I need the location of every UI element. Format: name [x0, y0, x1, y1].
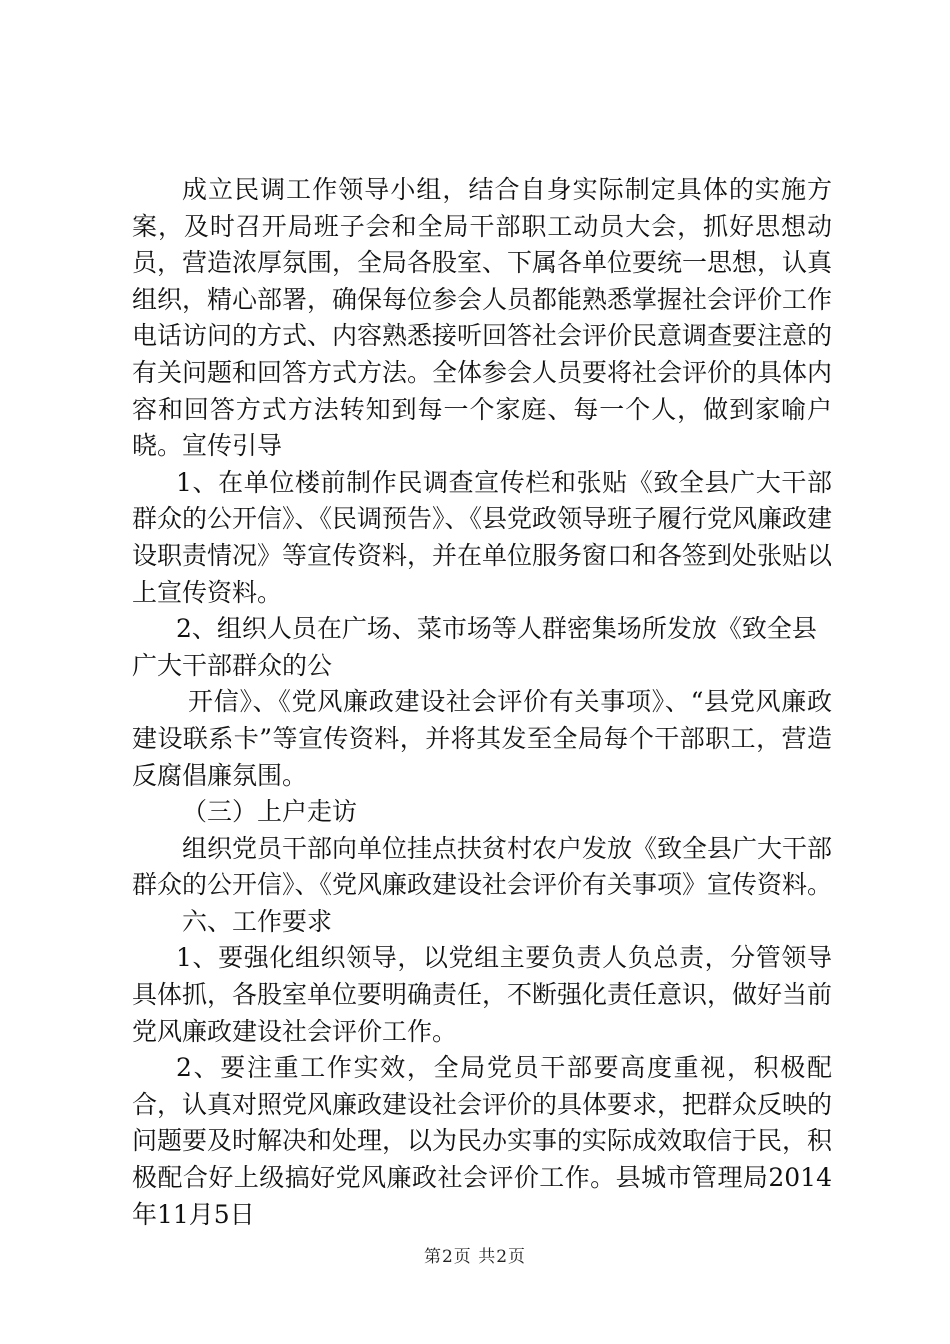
paragraph-requirement-1: 1、要强化组织领导，以党组主要负责人负总责，分管领导具体抓，各股室单位要明确责任，不断强化责任意识，做好当前党风廉政建设社会评价工作。 [132, 943, 833, 1046]
paragraph-publicity-item-1: 1、在单位楼前制作民调查宣传栏和张贴《致全县广大干部群众的公开信》、《民调预告》、《县党政领导班子履行党风廉政建设职责情况》等宣传资料，并在单位服务窗口和各签到处张贴以上宣传资料。 [132, 467, 833, 607]
paragraph-household-visit: 组织党员干部向单位挂点扶贫村农户发放《致全县广大干部群众的公开信》、《党风廉政建设社会评价有关事项》宣传资料。 [132, 833, 833, 900]
page-number-footer: 第2页 共2页 [423, 1247, 527, 1267]
paragraph-implementation-plan: 成立民调工作领导小组，结合自身实际制定具体的实施方案，及时召开局班子会和全局干部职工动员大会，抓好思想动员，营造浓厚氛围，全局各股室、下属各单位要统一思想，认真组织，精心部署，确保每位参会人员都能熟悉掌握社会评价工作电话访问的方式、内容熟悉接听回答社会评价民意调查要注意的有关问题和回答方式方法。全体参会人员要将社会评价的具体内容和回答方式方法转知到每一个家庭、每一个人，做到家喻户晓。宣传引导 [132, 175, 833, 461]
paragraph-publicity-item-2-continued: 开信》、《党风廉政建设社会评价有关事项》、“县党风廉政建设联系卡”等宣传资料，并将其发至全局每个干部职工，营造反腐倡廉氛围。 [132, 687, 832, 790]
section-heading-household-visit: （三）上户走访 [182, 797, 358, 827]
paragraph-requirement-2: 2、要注重工作实效，全局党员干部要高度重视，积极配合，认真对照党风廉政建设社会评价的具体要求，把群众反映的问题要及时解决和处理，以为民办实事的实际成效取信于民，积极配合好上级搞好党风廉政社会评价工作。县城市管理局2014年11月5日 [132, 1053, 833, 1229]
section-heading-work-requirements: 六、工作要求 [182, 906, 333, 936]
document-body [132, 172, 832, 1233]
paragraph-publicity-item-2: 2、组织人员在广场、菜市场等人群密集场所发放《致全县广大干部群众的公 [132, 614, 817, 680]
